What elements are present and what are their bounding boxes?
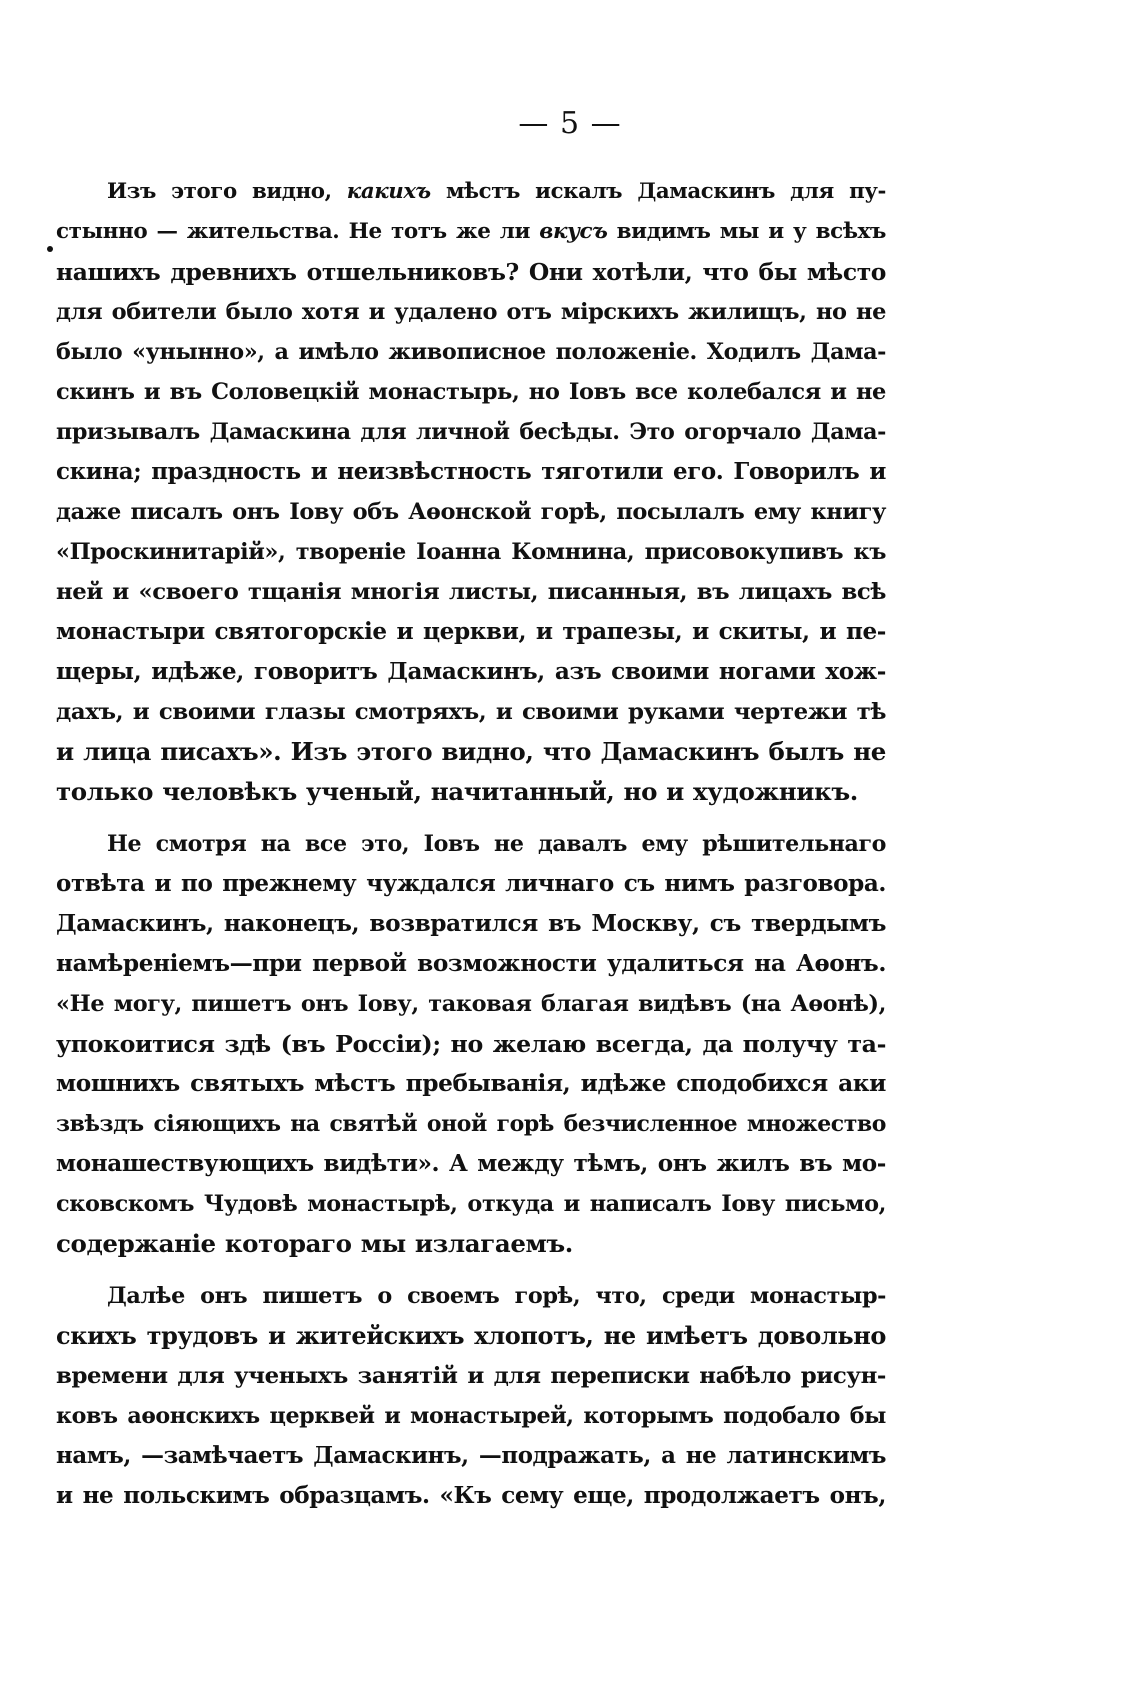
text-line: Дамаскинъ, наконецъ, возвратился въ Москву, съ твердымъ [56, 910, 886, 937]
text-line: призывалъ Дамаскина для личной бесѣды. Это огорчало Дама- [56, 419, 886, 445]
text-line: содержаніе котораго мы излагаемъ. [56, 1229, 573, 1258]
text-line: упокоитися здѣ (въ Россіи); но желаю всегда, да получу та- [56, 1030, 886, 1058]
text-line: было «унынно», а имѣло живописное положеніе. Ходилъ Дама- [56, 339, 886, 365]
paragraph-2 [56, 824, 886, 1264]
paragraph-gap [56, 812, 886, 824]
text-line: ней и «своего тщанія многія листы, писанныя, въ лицахъ всѣ [56, 579, 886, 605]
text-line: сковскомъ Чудовѣ монастырѣ, откуда и написалъ Іову письмо, [56, 1191, 886, 1217]
text-line: только человѣкъ ученый, начитанный, но и художникъ. [56, 777, 858, 806]
text-line: Не смотря на все это, Іовъ не давалъ ему рѣшительнаго [107, 831, 886, 857]
text-line: отвѣта и по прежнему чуждался личнаго съ нимъ разговора. [56, 870, 886, 897]
text-line: намъ, —замѣчаетъ Дамаскинъ, —подражать, а не латинскимъ [56, 1443, 886, 1469]
text-line: намѣреніемъ—при первой возможности удалиться на Аѳонъ. [56, 950, 886, 977]
emphasis-word: какихъ [346, 179, 431, 204]
text-line: дахъ, и своими глазы смотряхъ, и своими руками чертежи тѣ [56, 699, 886, 725]
text-line: и не польскимъ образцамъ. «Къ сему еще, продолжаетъ онъ, [56, 1482, 886, 1509]
text-line: даже писалъ онъ Іову объ Аѳонской горѣ, посылалъ ему книгу [56, 499, 886, 525]
text-line: скихъ трудовъ и житейскихъ хлопотъ, не имѣетъ довольно [56, 1321, 886, 1350]
text-line: монастыри святогорскіе и церкви, и трапезы, и скиты, и пе- [56, 618, 886, 645]
text-line: скинъ и въ Соловецкій монастырь, но Іовъ все колебался и не [56, 379, 886, 405]
ink-dot-mark [47, 246, 53, 252]
text-line: «Проскинитарій», твореніе Іоанна Комнина, присовокупивъ къ [56, 539, 886, 565]
text-line: стынно — жительства. Не тотъ же ли вкусъ видимъ мы и у всѣхъ [56, 219, 886, 244]
text-line: для обители было хотя и удалено отъ мірскихъ жилищъ, но не [56, 299, 886, 325]
page-number: — 5 — [518, 106, 622, 141]
emphasis-word: вкусъ [539, 219, 608, 244]
text-line: скина; праздность и неизвѣстность тяготили его. Говорилъ и [56, 458, 886, 485]
text-line: звѣздъ сіяющихъ на святѣй оной горѣ безчисленное множество [56, 1111, 886, 1137]
text-line: нашихъ древнихъ отшельниковъ? Они хотѣли, что бы мѣсто [56, 258, 886, 286]
text-line: щеры, идѣже, говоритъ Дамаскинъ, азъ своими ногами хож- [56, 658, 886, 685]
paragraph-1 [56, 172, 886, 812]
text-line: Изъ этого видно, какихъ мѣстъ искалъ Дамаскинъ для пу- [107, 179, 886, 204]
text-line: «Не могу, пишетъ онъ Іову, таковая благая видѣвъ (на Аѳонѣ), [56, 991, 886, 1017]
text-line: и лица писахъ». Изъ этого видно, что Дамаскинъ былъ не [56, 737, 886, 766]
paragraph-3 [56, 1276, 886, 1516]
text-line: монашествующихъ видѣти». А между тѣмъ, онъ жилъ въ мо- [56, 1150, 886, 1177]
text-line: ковъ аѳонскихъ церквей и монастырей, которымъ подобало бы [56, 1403, 886, 1429]
text-line: времени для ученыхъ занятій и для переписки набѣло рисун- [56, 1363, 886, 1389]
text-line: мошнихъ святыхъ мѣстъ пребыванія, идѣже сподобихся аки [56, 1070, 886, 1097]
body-text [56, 172, 886, 1516]
paragraph-gap [56, 1264, 886, 1276]
text-line: Далѣе онъ пишетъ о своемъ горѣ, что, среди монастыр- [107, 1283, 886, 1309]
